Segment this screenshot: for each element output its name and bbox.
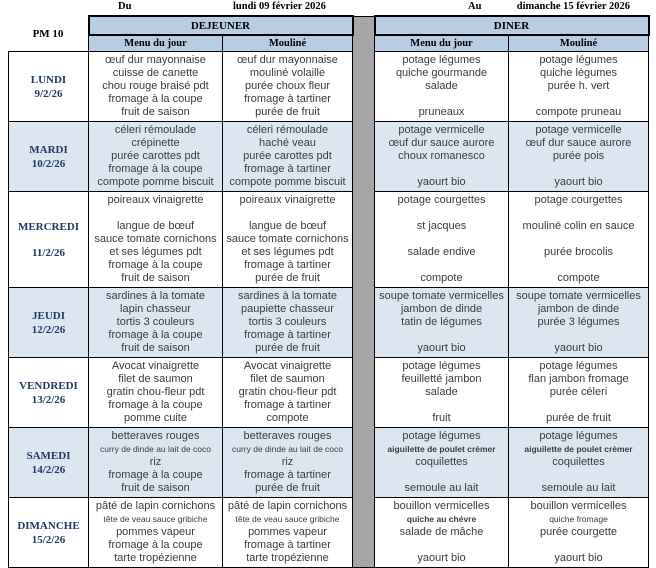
menu-item	[510, 233, 647, 246]
menu-item: purée h. vert	[547, 80, 610, 92]
menu-item: tatin de légumes	[401, 316, 482, 328]
dejeuner-mouline-header: Mouliné	[223, 35, 353, 52]
menu-item: purée de fruit	[255, 272, 320, 284]
day-row-mercredi	[9, 192, 649, 288]
menu-item: fromage à tartiner	[244, 469, 331, 481]
day-row-mardi	[9, 122, 649, 192]
menu-item: potage vermicelle	[398, 124, 485, 136]
menu-item: fromage à la coupe	[108, 329, 203, 341]
menu-item: curry de dinde au lait de coco	[231, 444, 344, 454]
dejeuner-menu-cell	[89, 428, 223, 498]
du-label: Du	[118, 1, 132, 12]
menu-item: tête de veau sauce gribiche	[103, 514, 208, 524]
menu-item: purée de fruit	[255, 342, 320, 354]
menu-item: sardines à la tomate	[105, 290, 206, 302]
menu-item: coquilettes	[552, 456, 605, 468]
menu-item	[376, 539, 507, 552]
menu-table-body	[9, 16, 649, 568]
weekly-menu-table	[8, 15, 650, 568]
day-row-vendredi	[9, 358, 649, 428]
dejeuner-mouline-cell	[223, 288, 353, 358]
menu-item: coquilettes	[415, 456, 468, 468]
day-date: 12/2/26	[31, 323, 66, 336]
menu-item: yaourt bio	[554, 342, 603, 354]
menu-item: fromage à tartiner	[244, 539, 331, 551]
menu-item	[510, 259, 647, 272]
diner-menu-cell	[375, 498, 509, 568]
menu-item: purée brocolis	[543, 246, 614, 258]
day-name: SAMEDI	[26, 449, 71, 462]
menu-item: fromage à tartiner	[244, 93, 331, 105]
diner-mouline-cell	[509, 498, 649, 568]
menu-item: purée de fruit	[546, 412, 611, 424]
menu-item: filet de saumon	[118, 373, 193, 385]
day-date: 11/2/26	[31, 246, 65, 259]
menu-item: compote pomme biscuit	[229, 176, 346, 188]
menu-item	[90, 207, 221, 220]
menu-item: céleri rémoulade	[246, 124, 329, 136]
dejeuner-menu-du-jour-header: Menu du jour	[89, 35, 223, 52]
menu-item: purée de fruit	[255, 482, 320, 494]
menu-item: yaourt bio	[417, 552, 466, 564]
menu-item: riz	[281, 456, 294, 468]
pm-label-cell: PM 10	[9, 16, 89, 52]
menu-item: potage légumes	[539, 360, 618, 372]
menu-item: betteraves rouges	[111, 430, 200, 442]
dejeuner-mouline-cell	[223, 428, 353, 498]
menu-item	[510, 539, 647, 552]
day-label-cell	[9, 358, 89, 428]
menu-item: et ses légumes pdt	[109, 246, 202, 258]
menu-item	[510, 93, 647, 106]
menu-item: Avocat vinaigrette	[243, 360, 332, 372]
menu-item: purée 3 légumes	[537, 316, 620, 328]
menu-item: fromage à la coupe	[108, 539, 203, 551]
menu-item: purée courgette	[539, 526, 618, 538]
menu-item: salade de mâche	[399, 526, 484, 538]
menu-item: jambon de dinde	[537, 303, 620, 315]
subheader-row	[9, 35, 649, 52]
diner-menu-cell	[375, 428, 509, 498]
section-header-row	[9, 16, 649, 35]
menu-item	[376, 207, 507, 220]
day-name: LUNDI	[30, 73, 67, 86]
menu-item: semoule au lait	[404, 482, 479, 494]
diner-mouline-cell	[509, 428, 649, 498]
menu-item: purée pois	[552, 150, 605, 162]
menu-item: sardines à la tomate	[237, 290, 338, 302]
menu-item: potage courgettes	[534, 194, 623, 206]
menu-item: fruit de saison	[121, 106, 190, 118]
menu-item: aiguilette de poulet crèmer	[524, 444, 633, 454]
dejeuner-menu-cell	[89, 192, 223, 288]
menu-item: tarte tropézienne	[246, 552, 329, 564]
menu-item: quiche gourmande	[395, 67, 488, 79]
menu-item: yaourt bio	[554, 176, 603, 188]
menu-item: fromage à la coupe	[108, 163, 203, 175]
menu-item: riz	[149, 456, 162, 468]
dejeuner-menu-cell	[89, 52, 223, 122]
menu-item: compote	[420, 272, 463, 284]
menu-item: compote pomme biscuit	[97, 176, 214, 188]
menu-item: yaourt bio	[417, 176, 466, 188]
dejeuner-mouline-cell	[223, 358, 353, 428]
diner-mouline-cell	[509, 192, 649, 288]
menu-item: fromage à tartiner	[244, 259, 331, 271]
menu-item	[510, 399, 647, 412]
day-name: MERCREDI	[17, 220, 80, 233]
menu-item: poireaux vinaigrette	[239, 194, 336, 206]
menu-item	[376, 469, 507, 482]
menu-item: yaourt bio	[554, 552, 603, 564]
menu-item: soupe tomate vermicelles	[516, 290, 641, 302]
menu-item: fromage à la coupe	[108, 469, 203, 481]
diner-mouline-header: Mouliné	[509, 35, 649, 52]
menu-item: gratin chou-fleur pdt	[106, 386, 205, 398]
day-label-cell	[9, 122, 89, 192]
menu-item: pruneaux	[418, 106, 465, 118]
diner-menu-cell	[375, 288, 509, 358]
dejeuner-menu-cell	[89, 288, 223, 358]
menu-item	[510, 329, 647, 342]
diner-menu-du-jour-header: Menu du jour	[375, 35, 509, 52]
menu-item: curry de dinde au lait de coco	[99, 444, 212, 454]
menu-item: potage légumes	[539, 430, 618, 442]
menu-item	[510, 207, 647, 220]
menu-item: pomme cuite	[124, 412, 187, 424]
menu-item: semoule au lait	[541, 482, 616, 494]
menu-item: pommes vapeur	[116, 526, 195, 538]
menu-item: pâté de lapin cornichons	[227, 500, 348, 512]
menu-item: bouillon vermicelles	[393, 500, 490, 512]
day-name: DIMANCHE	[17, 519, 80, 532]
menu-item: tête de veau sauce gribiche	[235, 514, 340, 524]
day-label-cell	[9, 498, 89, 568]
diner-mouline-cell	[509, 52, 649, 122]
menu-item	[376, 329, 507, 342]
menu-item: fruit de saison	[121, 342, 190, 354]
menu-item: œuf dur mayonnaise	[105, 54, 206, 66]
day-row-lundi	[9, 52, 649, 122]
menu-item: pommes vapeur	[248, 526, 327, 538]
day-row-samedi	[9, 428, 649, 498]
menu-item: langue de bœuf	[248, 220, 327, 232]
diner-menu-cell	[375, 192, 509, 288]
menu-item: fromage à tartiner	[244, 399, 331, 411]
menu-item: haché veau	[259, 137, 316, 149]
menu-item: pâté de lapin cornichons	[95, 500, 216, 512]
menu-item	[376, 399, 507, 412]
menu-item: mouliné colin en sauce	[522, 220, 635, 232]
menu-item: fromage à tartiner	[244, 329, 331, 341]
menu-item: compote	[266, 412, 309, 424]
diner-menu-cell	[375, 358, 509, 428]
day-label-cell	[9, 288, 89, 358]
menu-item: quiche fromage	[549, 514, 608, 524]
dejeuner-menu-cell	[89, 122, 223, 192]
menu-item: salade	[425, 386, 458, 398]
start-date: lundi 09 février 2026	[233, 1, 326, 12]
menu-item: Avocat vinaigrette	[111, 360, 200, 372]
menu-item: potage vermicelle	[535, 124, 622, 136]
menu-item	[510, 469, 647, 482]
menu-item: jambon de dinde	[400, 303, 483, 315]
menu-item: bouillon vermicelles	[530, 500, 627, 512]
day-name: VENDREDI	[19, 379, 78, 392]
dejeuner-mouline-cell	[223, 498, 353, 568]
menu-item: œuf dur mayonnaise	[237, 54, 338, 66]
menu-item: fruit de saison	[121, 482, 190, 494]
dejeuner-menu-cell	[89, 498, 223, 568]
menu-item: quiche au chévre	[406, 514, 477, 524]
menu-item: tortis 3 couleurs	[116, 316, 195, 328]
menu-item: soupe tomate vermicelles	[379, 290, 504, 302]
menu-item: fromage à la coupe	[108, 93, 203, 105]
menu-item: œuf dur sauce aurore	[525, 137, 632, 149]
menu-item: salade endive	[407, 246, 476, 258]
day-name: MARDI	[29, 143, 68, 156]
menu-item: fromage à la coupe	[108, 399, 203, 411]
menu-item: tortis 3 couleurs	[248, 316, 327, 328]
diner-mouline-cell	[509, 122, 649, 192]
day-date: 13/2/26	[31, 393, 66, 406]
menu-item: poireaux vinaigrette	[107, 194, 204, 206]
menu-item: potage courgettes	[397, 194, 486, 206]
menu-item: purée carottes pdt	[111, 150, 200, 162]
menu-item: et ses légumes pdt	[241, 246, 334, 258]
menu-item: purée carottes pdt	[243, 150, 332, 162]
menu-item: purée de fruit	[255, 106, 320, 118]
menu-item: lapin chasseur	[120, 303, 191, 315]
menu-item: compote pruneau	[535, 106, 622, 118]
diner-mouline-cell	[509, 288, 649, 358]
menu-item: chou rouge braisé pdt	[102, 80, 209, 92]
date-range-header	[0, 0, 656, 15]
menu-item: crépinette	[131, 137, 180, 149]
menu-item: langue de bœuf	[116, 220, 195, 232]
menu-item: œuf dur sauce aurore	[388, 137, 495, 149]
menu-item	[376, 93, 507, 106]
diner-header: DINER	[375, 16, 649, 35]
day-label-cell	[9, 428, 89, 498]
menu-item: betteraves rouges	[243, 430, 332, 442]
menu-item: potage légumes	[402, 430, 481, 442]
menu-item: mouliné volaille	[249, 67, 326, 79]
dejeuner-mouline-cell	[223, 122, 353, 192]
dejeuner-header: DEJEUNER	[89, 16, 353, 35]
menu-item: feuilletté jambon	[401, 373, 482, 385]
day-label-cell	[9, 192, 89, 288]
diner-menu-cell	[375, 52, 509, 122]
dejeuner-mouline-cell	[223, 52, 353, 122]
menu-item: purée céleri	[549, 386, 608, 398]
day-date: 14/2/26	[31, 463, 66, 476]
menu-item: fromage à la coupe	[108, 259, 203, 271]
menu-item	[376, 233, 507, 246]
menu-item	[510, 163, 647, 176]
diner-mouline-cell	[509, 358, 649, 428]
menu-item: quiche légumes	[539, 67, 618, 79]
au-label: Au	[468, 1, 482, 12]
day-row-dimanche	[9, 498, 649, 568]
menu-item: sauce tomate cornichons	[94, 233, 217, 245]
menu-item	[224, 207, 351, 220]
menu-item: potage légumes	[402, 54, 481, 66]
end-date: dimanche 15 février 2026	[516, 1, 630, 12]
day-date: 9/2/26	[34, 87, 63, 100]
diner-menu-cell	[375, 122, 509, 192]
menu-item: gratin chou-fleur pdt	[238, 386, 337, 398]
menu-item	[376, 259, 507, 272]
menu-item: fruit de saison	[121, 272, 190, 284]
day-name: JEUDI	[31, 309, 65, 322]
day-date: 15/2/26	[31, 533, 66, 546]
menu-item: choux romanesco	[398, 150, 485, 162]
menu-item: fruit	[432, 412, 451, 424]
day-date: 10/2/26	[31, 157, 66, 170]
day-label-cell	[9, 52, 89, 122]
menu-item: filet de saumon	[250, 373, 325, 385]
menu-item: potage légumes	[539, 54, 618, 66]
section-divider	[353, 16, 375, 568]
menu-item: aiguilette de poulet crèmer	[387, 444, 496, 454]
menu-item: yaourt bio	[417, 342, 466, 354]
menu-item: tarte tropézienne	[114, 552, 197, 564]
dejeuner-menu-cell	[89, 358, 223, 428]
menu-item: flan jambon fromage	[528, 373, 629, 385]
menu-item: st jacques	[416, 220, 467, 232]
menu-item: fromage à tartiner	[244, 163, 331, 175]
menu-item: paupiette chasseur	[241, 303, 334, 315]
day-row-jeudi	[9, 288, 649, 358]
menu-item: cuisse de canette	[112, 67, 199, 79]
menu-item: céleri rémoulade	[114, 124, 197, 136]
menu-item: compote	[557, 272, 600, 284]
menu-item: purée choux fleur	[245, 80, 330, 92]
dejeuner-mouline-cell	[223, 192, 353, 288]
menu-item	[376, 163, 507, 176]
menu-item: sauce tomate cornichons	[226, 233, 349, 245]
menu-item: salade	[425, 80, 458, 92]
menu-item: potage légumes	[402, 360, 481, 372]
